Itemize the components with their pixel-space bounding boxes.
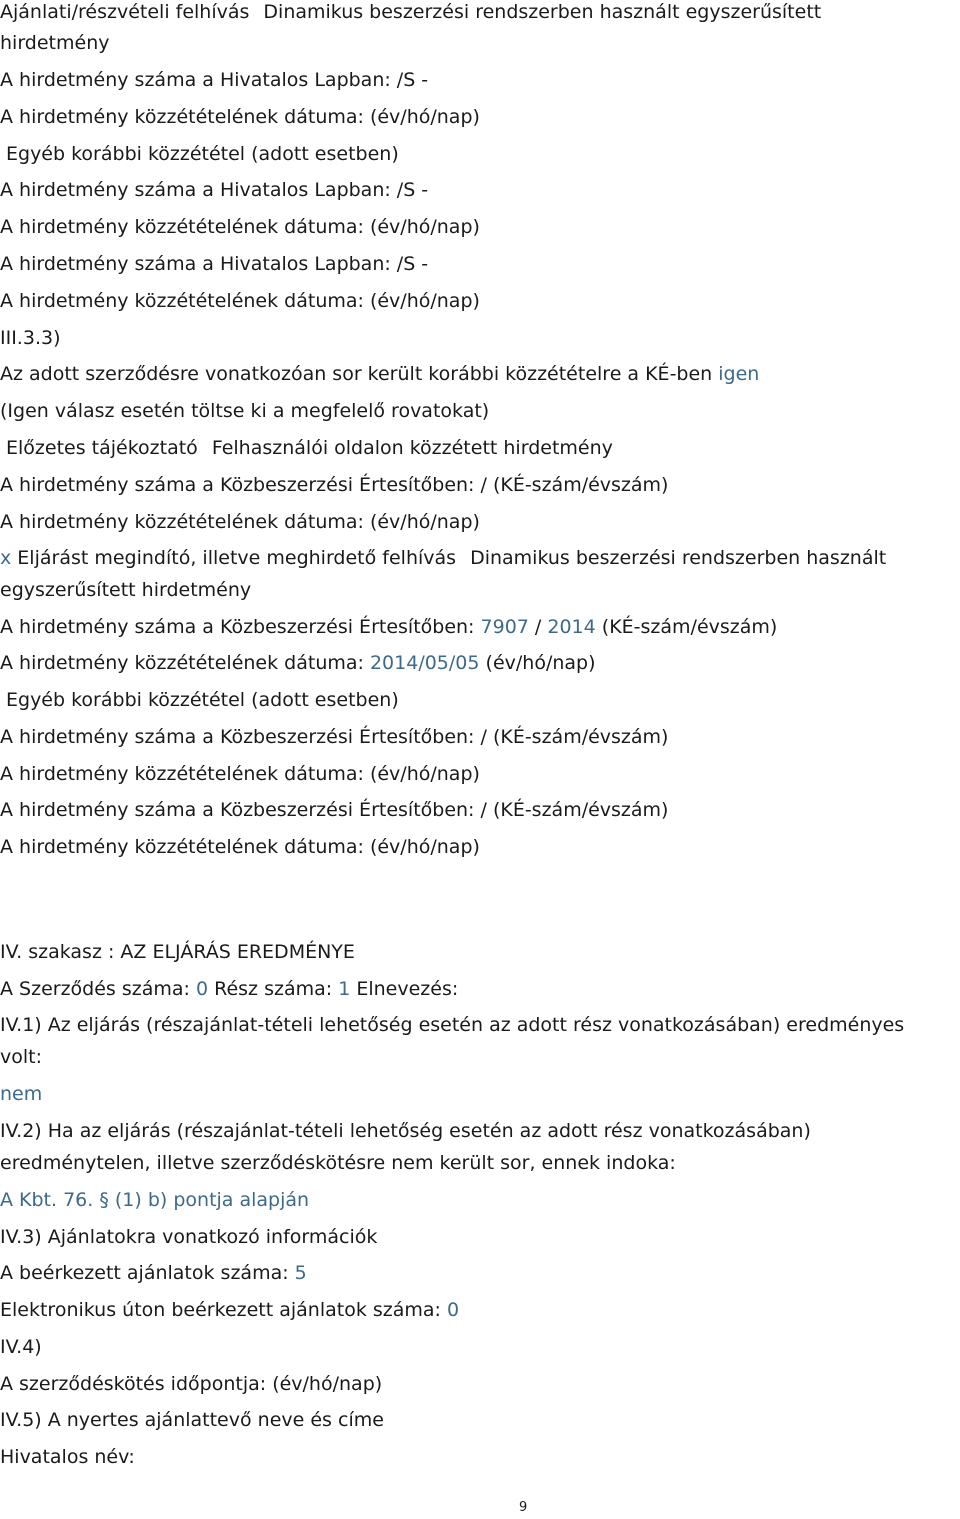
text-line: A Szerződés száma: 0 Rész száma: 1 Elnevezés: — [0, 978, 459, 1000]
section-heading: III.3.3) — [0, 327, 61, 349]
text-line: egyszerűsített hirdetmény — [0, 579, 252, 601]
notice-type-line: x Eljárást megindító, illetve meghirdető felhívás Dinamikus beszerzési rendszerben használt — [0, 547, 887, 569]
text-line: eredménytelen, illetve szerződéskötésre nem került sor, ennek indoka: — [0, 1152, 676, 1174]
field-value: 2014 — [547, 616, 596, 638]
text-line: A hirdetmény száma a Közbeszerzési Értesítőben: 7907 / 2014 (KÉ-szám/évszám) — [0, 616, 778, 638]
field-value: 0 — [447, 1299, 460, 1321]
text-line: A hirdetmény közzétételének dátuma: (év/hó/nap) — [0, 216, 480, 238]
text-line: Az adott szerződésre vonatkozóan sor került korábbi közzétételre a KÉ-ben igen — [0, 363, 760, 385]
text-line: IV.1) Az eljárás (részajánlat-tételi lehetőség esetén az adott rész vonatkozásában) eredményes — [0, 1014, 905, 1036]
text-line: A hirdetmény közzétételének dátuma: (év/hó/nap) — [0, 511, 480, 533]
text-line: Egyéb korábbi közzététel (adott esetben) — [6, 143, 399, 165]
text-line: A hirdetmény száma a Közbeszerzési Értesítőben: / (KÉ-szám/évszám) — [0, 726, 669, 748]
text-line: A hirdetmény közzétételének dátuma: (év/hó/nap) — [0, 106, 480, 128]
section-heading: IV.5) A nyertes ajánlattevő neve és címe — [0, 1409, 384, 1431]
field-value: A Kbt. 76. § (1) b) pontja alapján — [0, 1189, 310, 1211]
field-value: 0 — [195, 978, 209, 1000]
section-heading: IV.4) — [0, 1336, 42, 1358]
text-line: Elektronikus úton beérkezett ajánlatok száma: 0 — [0, 1299, 460, 1321]
field-value: 1 — [338, 978, 351, 1000]
text-line: Egyéb korábbi közzététel (adott esetben) — [6, 689, 399, 711]
text-line: IV.2) Ha az eljárás (részajánlat-tételi lehetőség esetén az adott rész vonatkozásában) — [0, 1120, 811, 1142]
notice-type-line: Ajánlati/részvételi felhívás Dinamikus beszerzési rendszerben használt egyszerűsített — [0, 1, 822, 23]
text-line: A beérkezett ajánlatok száma: 5 — [0, 1262, 307, 1284]
text-line: Hivatalos név: — [0, 1446, 135, 1468]
text-line: A hirdetmény közzétételének dátuma: (év/hó/nap) — [0, 763, 480, 785]
text-line: (Igen válasz esetén töltse ki a megfelelő rovatokat) — [0, 400, 490, 422]
field-value: 7907 — [480, 616, 529, 638]
text-line: A hirdetmény száma a Hivatalos Lapban: /S - — [0, 179, 429, 201]
text-line: A hirdetmény közzétételének dátuma: (év/hó/nap) — [0, 290, 480, 312]
field-value: nem — [0, 1083, 43, 1105]
section-heading: IV. szakasz : AZ ELJÁRÁS EREDMÉNYE — [0, 941, 355, 963]
field-value: igen — [718, 363, 760, 385]
notice-type-line: Előzetes tájékoztató Felhasználói oldalon közzétett hirdetmény — [6, 437, 613, 459]
text-line: A hirdetmény száma a Hivatalos Lapban: /S - — [0, 253, 429, 275]
check-mark: x — [0, 547, 12, 569]
text-line: A szerződéskötés időpontja: (év/hó/nap) — [0, 1373, 383, 1395]
text-line: A hirdetmény száma a Hivatalos Lapban: /S - — [0, 69, 429, 91]
text-line: A hirdetmény közzétételének dátuma: (év/hó/nap) — [0, 836, 480, 858]
field-value: 5 — [294, 1262, 307, 1284]
text-line: A hirdetmény száma a Közbeszerzési Értesítőben: / (KÉ-szám/évszám) — [0, 474, 669, 496]
text-line: hirdetmény — [0, 32, 110, 54]
field-value: 2014/05/05 — [369, 652, 480, 674]
page-number: 9 — [519, 1500, 528, 1515]
text-line: volt: — [0, 1046, 42, 1068]
text-line: A hirdetmény közzétételének dátuma: 2014/05/05 (év/hó/nap) — [0, 652, 596, 674]
section-heading: IV.3) Ajánlatokra vonatkozó információk — [0, 1226, 378, 1248]
text-line: A hirdetmény száma a Közbeszerzési Értesítőben: / (KÉ-szám/évszám) — [0, 799, 669, 821]
